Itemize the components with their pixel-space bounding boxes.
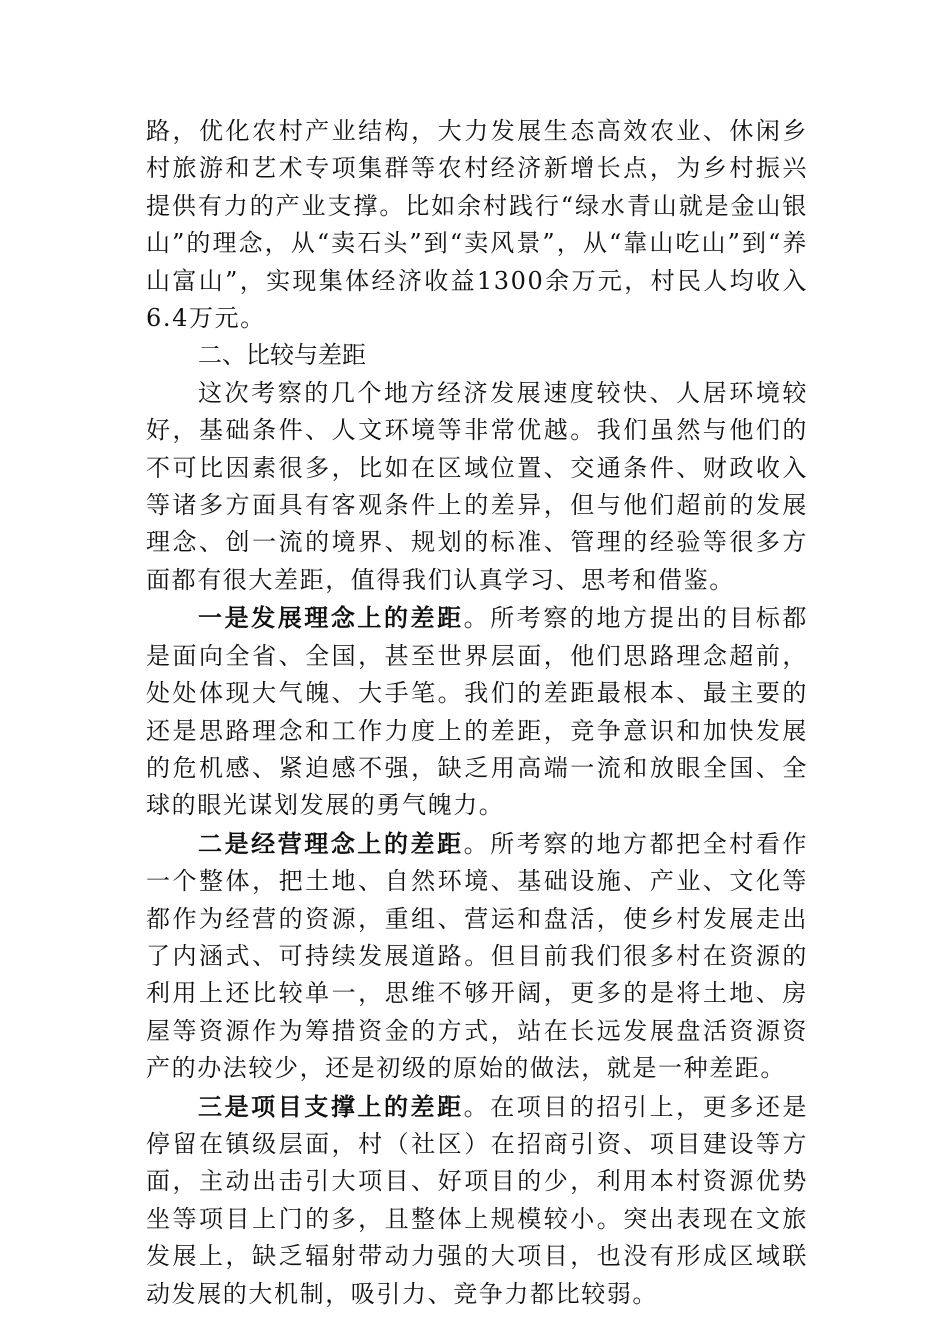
section-heading: 二、比较与差距 bbox=[198, 341, 366, 370]
paragraph-gap-2 bbox=[146, 825, 808, 1088]
paragraph-body: 。所考察的地方都把全村看作一个整体，把土地、自然环境、基础设施、产业、文化等都作为经营的资源，重组、营运和盘活，使乡村发展走出了内涵式、可持续发展道路。但目前我们很多村在资源的利用上还比较单一，思维不够开阔，更多的是将土地、房屋等资源作为筹措资金的方式，站在长远发展盘活资源资产的办法较少，还是初级的原始的做法，就是一种差距。 bbox=[146, 829, 808, 1083]
paragraph-lead: 三是项目支撑上的差距 bbox=[198, 1091, 464, 1121]
paragraph-intro: 这次考察的几个地方经济发展速度较快、人居环境较好，基础条件、人文环境等非常优越。我们虽然与他们的不可比因素很多，比如在区域位置、交通条件、财政收入等诸多方面具有客观条件上的差异，但与他们超前的发展理念、创一流的境界、规划的标准、管理的经验等很多方面都有很大差距，值得我们认真学习、思考和借鉴。 bbox=[146, 378, 808, 594]
paragraph-lead: 一是发展理念上的差距 bbox=[198, 603, 464, 633]
paragraph-gap-1 bbox=[146, 599, 808, 824]
paragraph-gap-3 bbox=[146, 1088, 808, 1313]
paragraph-continuation: 路，优化农村产业结构，大力发展生态高效农业、休闲乡村旅游和艺术专项集群等农村经济新增长点，为乡村振兴提供有力的产业支撑。比如余村践行“绿水青山就是金山银山”的理念，从“卖石头”到“卖风景”，从“靠山吃山”到“养山富山”，实现集体经济收益1300余万元，村民人均收入6.4万元。 bbox=[146, 117, 808, 333]
paragraph-lead: 二是经营理念上的差距 bbox=[198, 828, 464, 858]
paragraph-body: 。在项目的招引上，更多还是停留在镇级层面，村（社区）在招商引资、项目建设等方面，主动出击引大项目、好项目的少，利用本村资源优势坐等项目上门的多，且整体上规模较小。突出表现在文旅发展上，缺乏辐射带动力强的大项目，也没有形成区域联动发展的大机制，吸引力、竞争力都比较弱。 bbox=[146, 1092, 808, 1308]
paragraph-body: 。所考察的地方提出的目标都是面向全省、全国，甚至世界层面，他们思路理念超前，处处体现大气魄、大手笔。我们的差距最根本、最主要的还是思路理念和工作力度上的差距，竞争意识和加快发展的危机感、紧迫感不强，缺乏用高端一流和放眼全国、全球的眼光谋划发展的勇气魄力。 bbox=[146, 604, 808, 820]
document-page bbox=[146, 113, 808, 1313]
